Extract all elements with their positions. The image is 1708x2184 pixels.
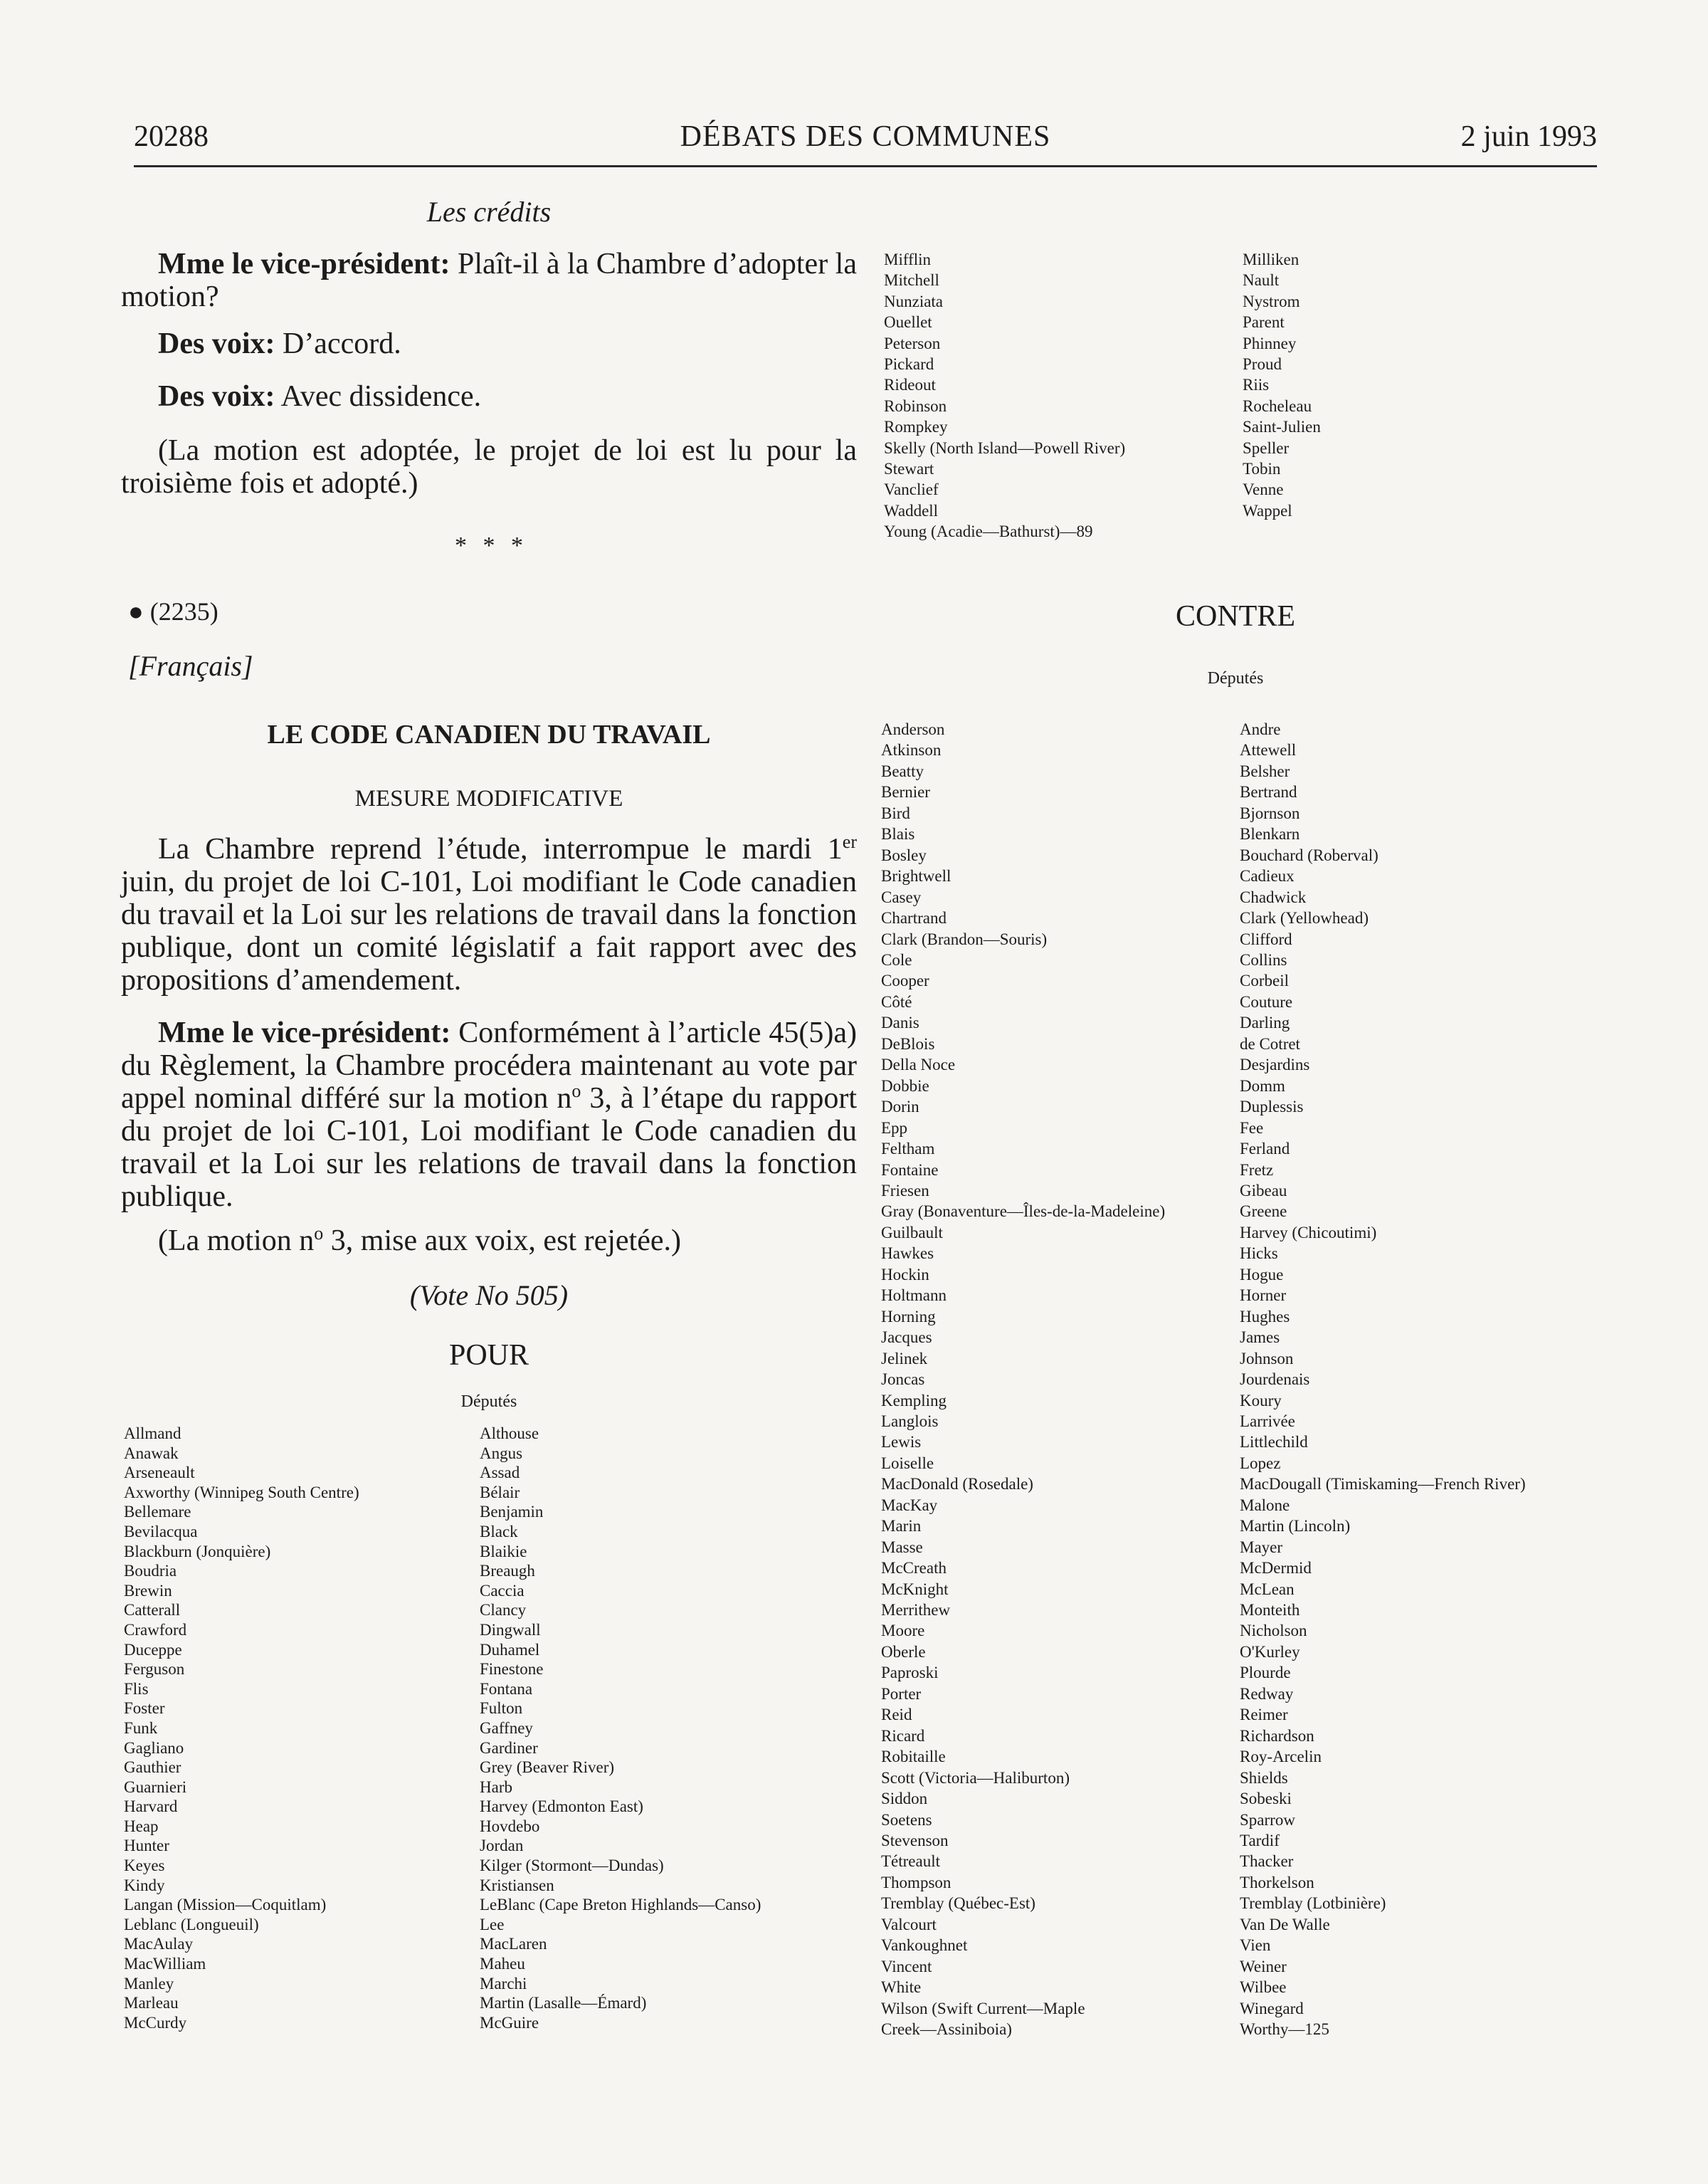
speaker-label: Mme le vice-président: (158, 1017, 451, 1049)
pour-member-name: Gauthier (124, 1758, 181, 1777)
contre-member-name: Loiselle (881, 1454, 934, 1472)
contre-member-name: Jelinek (881, 1349, 928, 1367)
contre-member-name: Ricard (881, 1726, 925, 1745)
contre-list-col1 (881, 719, 1165, 2040)
contre-heading: CONTRE (1176, 600, 1295, 633)
contre-member-name: Masse (881, 1538, 923, 1556)
contre-member-name: Joncas (881, 1370, 925, 1389)
contre-member-name: Epp (881, 1118, 908, 1137)
pour-subheading: Députés (460, 1392, 517, 1411)
contre-member-name: Cole (881, 950, 912, 969)
pour-member-name: Clancy (480, 1601, 527, 1619)
contre-member-name: Thompson (881, 1873, 951, 1891)
contre-member-name: Weiner (1240, 1957, 1287, 1975)
contre-member-name: Fontaine (881, 1160, 939, 1179)
contre-member-name: Brightwell (881, 867, 951, 886)
pour-member-name: Crawford (124, 1620, 187, 1639)
pour-member-name: Fontana (480, 1679, 533, 1698)
section-separator: * * * (455, 532, 523, 559)
pour-member-name: LeBlanc (Cape Breton Highlands—Canso) (480, 1896, 761, 1914)
pour-list-col2 (480, 1424, 761, 2032)
pour-member-name: Gaffney (480, 1718, 533, 1737)
bill-heading: LE CODE CANADIEN DU TRAVAIL (267, 720, 711, 750)
contre-member-name: Côté (881, 992, 912, 1011)
page-number: 20288 (134, 120, 209, 153)
contre-member-name: Dorin (881, 1098, 919, 1116)
contre-member-name: Mayer (1240, 1538, 1283, 1556)
paragraph-resume-study: La Chambre reprend l’étude, interrompue le mardi 1er juin, du projet de loi C-101, Loi modifiant le Code canadien du travail et la Loi sur les relations de travail dans la fonction publique, dont un comité législatif a fait rapport avec des propositions d’amendement. (121, 831, 857, 997)
vote-number: (Vote No 505) (409, 1279, 569, 1311)
pour-member-name: Wappel (1243, 501, 1292, 520)
contre-member-name: Friesen (881, 1181, 929, 1199)
contre-member-name: Vien (1240, 1936, 1271, 1955)
contre-member-name: Vankoughnet (881, 1936, 968, 1955)
pour-member-name: Hunter (124, 1837, 169, 1855)
pour-member-name: Skelly (North Island—Powell River) (884, 439, 1126, 457)
paragraph-agree (121, 327, 857, 360)
contre-member-name: Winegard (1240, 1999, 1304, 2017)
contre-member-name: MacDougall (Timiskaming—French River) (1240, 1475, 1526, 1493)
contre-member-name: Soetens (881, 1810, 932, 1829)
pour-member-name: Kindy (124, 1876, 165, 1894)
contre-member-name: Kempling (881, 1391, 947, 1409)
contre-member-name: Johnson (1240, 1349, 1294, 1367)
pour-member-name: Rideout (884, 376, 936, 394)
pour-member-name: Althouse (480, 1424, 539, 1442)
pour-member-name: Saint-Julien (1243, 418, 1321, 436)
pour-member-name: McGuire (480, 2013, 539, 2032)
pour-member-name: Hovdebo (480, 1817, 540, 1835)
contre-member-name: Beatty (881, 762, 924, 780)
contre-member-name: Merrithew (881, 1601, 951, 1619)
pour-member-name: MacAulay (124, 1935, 194, 1953)
paragraph-deferred-vote: Mme le vice-président: Conformément à l’article 45(5)a) du Règlement, la Chambre procédera maintenant au vote par appel nominal différé sur la motion $n^o$ 3, à l’étape du rapport du projet de loi C-101, Loi modifiant le Code canadien du travail et la Loi sur les relations de travail dans la fonction publique. (121, 1017, 857, 1213)
contre-member-name: Bird (881, 804, 910, 822)
pour-member-name: Flis (124, 1679, 149, 1698)
contre-member-name: Fretz (1240, 1160, 1274, 1179)
contre-member-name: Clark (Yellowhead) (1240, 909, 1369, 928)
pour-member-name: Milliken (1243, 251, 1300, 268)
contre-member-name: Monteith (1240, 1601, 1300, 1619)
pour-member-name: Manley (124, 1974, 174, 1993)
speech-text: Avec dissidence. (275, 380, 482, 413)
pour-member-name: Mitchell (884, 271, 939, 290)
contre-member-name: Plourde (1240, 1664, 1291, 1682)
contre-member-name: Jacques (881, 1328, 932, 1347)
pour-member-name: Langan (Mission—Coquitlam) (124, 1896, 327, 1914)
pour-member-name: Fulton (480, 1699, 523, 1718)
time-marker: ● (2235) (128, 597, 218, 626)
contre-member-name: Robitaille (881, 1748, 946, 1766)
contre-member-name: Thorkelson (1240, 1873, 1314, 1891)
contre-subheading: Députés (1207, 669, 1264, 688)
contre-member-name: Wilbee (1240, 1978, 1287, 1997)
pour-member-name: Robinson (884, 397, 947, 415)
contre-member-name: Desjardins (1240, 1056, 1310, 1074)
issue-date: 2 juin 1993 (1460, 120, 1597, 153)
pour-member-name: Duhamel (480, 1640, 540, 1659)
contre-member-name: McLean (1240, 1580, 1295, 1598)
pour-member-name: Harvard (124, 1797, 178, 1816)
contre-member-name: Chartrand (881, 909, 947, 928)
speaker-label: Des voix: (158, 380, 275, 413)
contre-list-col2 (1240, 719, 1526, 2040)
pour-member-name: Boudria (124, 1562, 177, 1580)
contre-member-name: White (881, 1978, 922, 1997)
contre-member-name: Valcourt (881, 1915, 937, 1933)
pour-member-name: Speller (1243, 439, 1290, 457)
pour-member-name: MacWilliam (124, 1955, 206, 1973)
contre-member-name: McDermid (1240, 1559, 1312, 1577)
pour-member-name: Pickard (884, 355, 934, 374)
contre-member-name: Hawkes (881, 1244, 934, 1263)
contre-member-name: Blais (881, 825, 915, 844)
contre-member-name: Bertrand (1240, 783, 1297, 802)
pour-member-name: Gagliano (124, 1738, 184, 1757)
contre-member-name: Thacker (1240, 1852, 1294, 1871)
contre-member-name: Ferland (1240, 1140, 1290, 1158)
contre-member-name: Martin (Lincoln) (1240, 1517, 1351, 1535)
speech-text: D’accord. (275, 327, 401, 360)
pour-member-name: Rocheleau (1243, 397, 1312, 415)
contre-member-name: Danis (881, 1014, 919, 1032)
contre-member-name: Horning (881, 1307, 936, 1325)
pour-member-name: Peterson (884, 334, 941, 352)
contre-member-name: Jourdenais (1240, 1370, 1310, 1389)
contre-member-name: Holtmann (881, 1286, 947, 1305)
pour-member-name: Marleau (124, 1994, 179, 2012)
contre-member-name: Gray (Bonaventure—Îles-de-la-Madeleine) (881, 1202, 1166, 1221)
speaker-label: Des voix: (158, 327, 275, 360)
contre-member-name: Bouchard (Roberval) (1240, 846, 1378, 864)
contre-member-name: Koury (1240, 1391, 1282, 1409)
pour-member-name: Blaikie (480, 1542, 527, 1560)
contre-member-name: Scott (Victoria—Haliburton) (881, 1768, 1070, 1787)
pour-member-name: Vanclief (884, 481, 939, 499)
contre-member-name: Horner (1240, 1286, 1287, 1305)
contre-member-name: Clifford (1240, 930, 1292, 948)
pour-member-name: Angus (480, 1444, 523, 1462)
contre-member-name: Greene (1240, 1202, 1287, 1221)
contre-member-name: Clark (Brandon—Souris) (881, 930, 1048, 948)
contre-member-name: Darling (1240, 1014, 1290, 1032)
pour-member-name: Black (480, 1522, 518, 1540)
contre-member-name: Tardif (1240, 1832, 1280, 1850)
contre-member-name: DeBlois (881, 1034, 935, 1053)
contre-member-name: Della Noce (881, 1056, 956, 1074)
pour-member-name: Arseneault (124, 1464, 195, 1482)
contre-member-name: O'Kurley (1240, 1642, 1300, 1661)
contre-member-name: Stevenson (881, 1832, 949, 1850)
contre-member-name: Collins (1240, 950, 1287, 969)
contre-member-name: Belsher (1240, 762, 1290, 780)
pour-member-name: Breaugh (480, 1562, 535, 1580)
pour-member-name: Phinney (1243, 334, 1297, 352)
contre-member-name: Littlechild (1240, 1433, 1308, 1451)
pour-member-name: Tobin (1243, 460, 1281, 478)
contre-member-name: Porter (881, 1684, 922, 1703)
pour-member-name: Heap (124, 1817, 159, 1835)
contre-member-name: Attewell (1240, 741, 1297, 760)
pour-member-name: Nystrom (1243, 292, 1300, 310)
contre-member-name: MacDonald (Rosedale) (881, 1475, 1033, 1493)
pour-member-name: Ferguson (124, 1660, 185, 1679)
pour-member-name: Catterall (124, 1601, 181, 1619)
contre-member-name: Siddon (881, 1790, 928, 1808)
pour-member-name: Martin (Lasalle—Émard) (480, 1994, 647, 2012)
paragraph-dissent (121, 380, 857, 413)
contre-member-name: Hughes (1240, 1307, 1290, 1325)
contre-member-name: Tremblay (Lotbinière) (1240, 1894, 1386, 1913)
page-header (134, 120, 1597, 167)
contre-member-name: Anderson (881, 720, 945, 738)
pour-member-name: Jordan (480, 1837, 524, 1855)
pour-member-name: Blackburn (Jonquière) (124, 1542, 271, 1560)
contre-member-name: MacKay (881, 1496, 938, 1514)
contre-member-name: Bernier (881, 783, 930, 802)
contre-member-name: Hockin (881, 1265, 929, 1283)
contre-member-name: Couture (1240, 992, 1293, 1011)
pour-member-name: Young (Acadie—Bathurst)—89 (884, 523, 1093, 541)
contre-member-name: Casey (881, 888, 922, 906)
pour-member-name: Waddell (884, 501, 939, 520)
contre-member-name: Guilbault (881, 1223, 943, 1241)
contre-member-name: Chadwick (1240, 888, 1307, 906)
paragraph-motion-adopted: (La motion est adoptée, le projet de loi est lu pour la troisième fois et adopté.) (121, 434, 857, 500)
pour-member-name: Nault (1243, 271, 1280, 290)
pour-member-name: Mifflin (884, 251, 932, 268)
contre-member-name: Cadieux (1240, 867, 1295, 886)
contre-member-name: Worthy—125 (1240, 2020, 1329, 2039)
pour-member-name: Parent (1243, 313, 1285, 332)
contre-member-name: Reimer (1240, 1706, 1288, 1724)
pour-member-name: Duceppe (124, 1640, 182, 1659)
pour-member-name: Axworthy (Winnipeg South Centre) (124, 1483, 359, 1501)
pour-member-name: Kristiansen (480, 1876, 554, 1894)
pour-member-name: Marchi (480, 1974, 527, 1993)
pour-member-name: Kilger (Stormont—Dundas) (480, 1857, 664, 1875)
contre-member-name: Oberle (881, 1642, 926, 1661)
pour-list-col1 (124, 1424, 359, 2032)
language-marker: [Français] (128, 650, 253, 682)
pour-member-name: Harvey (Edmonton East) (480, 1797, 643, 1816)
contre-member-name: Lewis (881, 1433, 922, 1451)
contre-member-name: Hogue (1240, 1265, 1284, 1283)
pour-member-name: Foster (124, 1699, 165, 1718)
contre-member-name: Harvey (Chicoutimi) (1240, 1223, 1377, 1241)
pour-list-col4 (1243, 249, 1321, 521)
pour-member-name: Maheu (480, 1955, 525, 1973)
pour-member-name: Leblanc (Longueuil) (124, 1915, 259, 1933)
speech-text: Plaît-il à la Chambre d’adopter la motion? (121, 248, 857, 313)
contre-member-name: Marin (881, 1517, 922, 1535)
pour-member-name: Anawak (124, 1444, 179, 1462)
pour-member-name: Brewin (124, 1581, 172, 1600)
section-title: Les crédits (426, 196, 552, 228)
contre-member-name: Creek—Assiniboia) (881, 2020, 1012, 2039)
contre-member-name: Bosley (881, 846, 927, 864)
contre-member-name: Malone (1240, 1496, 1290, 1514)
pour-member-name: Dingwall (480, 1620, 541, 1639)
contre-member-name: Cooper (881, 972, 929, 990)
contre-member-name: Feltham (881, 1140, 935, 1158)
pour-member-name: Bevilacqua (124, 1522, 198, 1540)
contre-member-name: Bjornson (1240, 804, 1300, 822)
contre-member-name: Hicks (1240, 1244, 1278, 1263)
pour-member-name: Ouellet (884, 313, 932, 332)
contre-member-name: Tremblay (Québec-Est) (881, 1894, 1035, 1913)
contre-member-name: Sobeski (1240, 1790, 1292, 1808)
contre-member-name: Fee (1240, 1118, 1264, 1137)
contre-member-name: Roy-Arcelin (1240, 1748, 1322, 1766)
pour-member-name: Allmand (124, 1424, 181, 1442)
paragraph-motion-rejected: (La motion $n^o$ 3, mise aux voix, est rejetée.) (158, 1223, 681, 1257)
contre-member-name: Gibeau (1240, 1181, 1287, 1199)
pour-member-name: Riis (1243, 376, 1270, 394)
paragraph-adoption-question (121, 248, 857, 313)
contre-member-name: Lopez (1240, 1454, 1281, 1472)
contre-member-name: Paproski (881, 1664, 939, 1682)
pour-member-name: Lee (480, 1915, 505, 1933)
contre-member-name: Sparrow (1240, 1810, 1295, 1829)
pour-member-name: Proud (1243, 355, 1282, 374)
pour-member-name: Stewart (884, 460, 934, 478)
contre-member-name: Blenkarn (1240, 825, 1300, 844)
contre-member-name: de Cotret (1240, 1034, 1300, 1053)
pour-heading: POUR (448, 1339, 529, 1372)
pour-member-name: Gardiner (480, 1738, 538, 1757)
contre-member-name: Nicholson (1240, 1622, 1307, 1640)
contre-member-name: McCreath (881, 1559, 947, 1577)
contre-member-name: Redway (1240, 1684, 1294, 1703)
pour-member-name: Grey (Beaver River) (480, 1758, 615, 1777)
speaker-label: Mme le vice-président: (158, 248, 450, 280)
contre-member-name: Richardson (1240, 1726, 1314, 1745)
pour-member-name: Funk (124, 1718, 158, 1737)
pour-list-col3 (884, 249, 1125, 542)
contre-member-name: Wilson (Swift Current—Maple (881, 1999, 1085, 2017)
contre-member-name: Moore (881, 1622, 925, 1640)
contre-member-name: Shields (1240, 1768, 1288, 1787)
contre-member-name: McKnight (881, 1580, 949, 1598)
contre-member-name: Van De Walle (1240, 1915, 1330, 1933)
publication-title: DÉBATS DES COMMUNES (680, 120, 1051, 153)
contre-member-name: Duplessis (1240, 1098, 1304, 1116)
contre-member-name: Atkinson (881, 741, 942, 760)
contre-member-name: Corbeil (1240, 972, 1289, 990)
contre-member-name: Domm (1240, 1076, 1285, 1095)
pour-member-name: Venne (1243, 481, 1284, 499)
pour-member-name: Guarnieri (124, 1778, 187, 1796)
pour-member-name: MacLaren (480, 1935, 547, 1953)
pour-member-name: Harb (480, 1778, 512, 1796)
pour-member-name: Caccia (480, 1581, 524, 1600)
contre-member-name: Larrivée (1240, 1412, 1295, 1430)
pour-member-name: Assad (480, 1464, 520, 1482)
pour-member-name: Finestone (480, 1660, 544, 1679)
contre-member-name: Vincent (881, 1957, 932, 1975)
contre-member-name: Andre (1240, 720, 1281, 738)
pour-member-name: Rompkey (884, 418, 948, 436)
contre-member-name: Tétreault (881, 1852, 941, 1871)
pour-member-name: Nunziata (884, 292, 944, 310)
pour-member-name: Bellemare (124, 1503, 191, 1521)
pour-member-name: Keyes (124, 1857, 165, 1875)
pour-member-name: McCurdy (124, 2013, 187, 2032)
pour-member-name: Bélair (480, 1483, 520, 1501)
contre-member-name: Dobbie (881, 1076, 929, 1095)
contre-member-name: James (1240, 1328, 1280, 1347)
contre-member-name: Reid (881, 1706, 912, 1724)
bill-subheading: MESURE MODIFICATIVE (354, 786, 623, 812)
pour-member-name: Benjamin (480, 1503, 544, 1521)
contre-member-name: Langlois (881, 1412, 939, 1430)
